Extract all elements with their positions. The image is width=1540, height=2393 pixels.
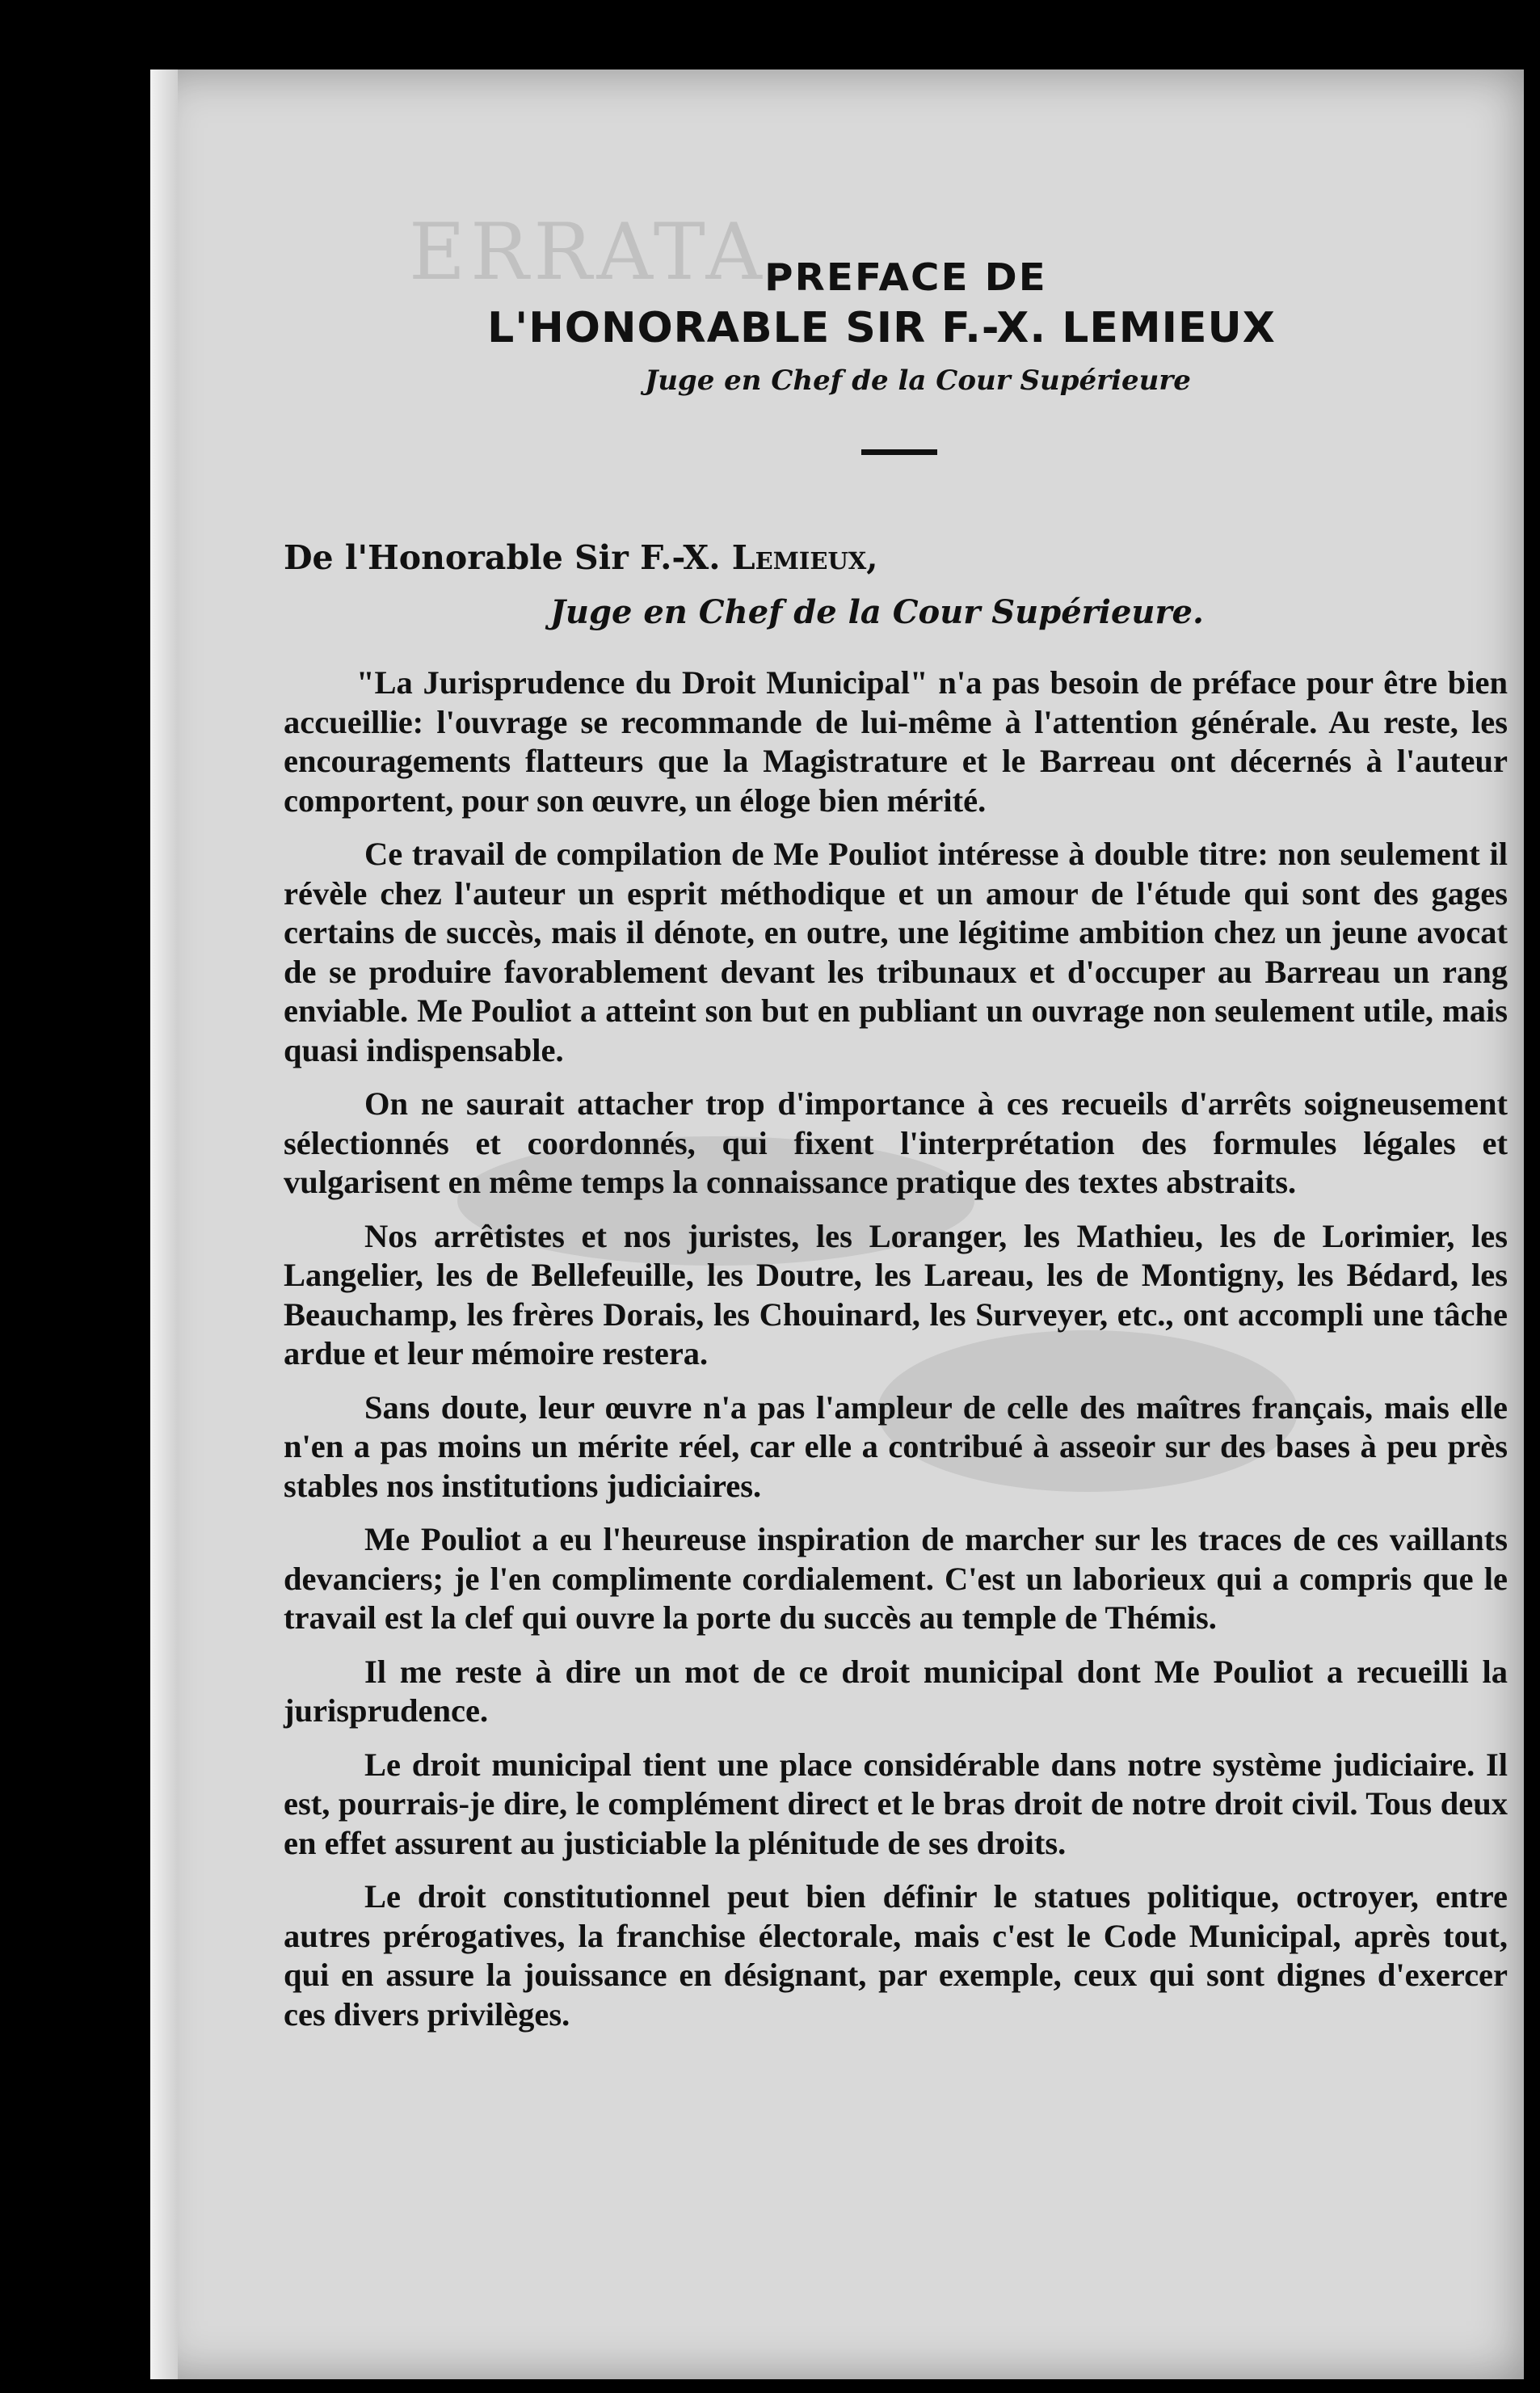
paragraph: Sans doute, leur œuvre n'a pas l'ampleur de celle des maîtres français, mais elle n'en a pas moins un mérite réel, car elle a contribué à asseoir sur des bases à peu près stables nos institutions judiciaires. <box>284 1388 1508 1504</box>
paragraph: Me Pouliot a eu l'heureuse inspiration de marcher sur les traces de ces vaillants devanciers; je l'en complimente cordialement. C'est un laborieux qui a compris que le travail est la clef qui ouvre la porte du succès au temple de Thémis. <box>284 1521 1508 1636</box>
divider-rule <box>861 449 937 455</box>
paragraph: Ce travail de compilation de Me Pouliot intéresse à double titre: non seulement il révèle chez l'auteur un esprit méthodique et un amour de l'étude qui sont des gages certains de succès, mais il dénote, en outre, une légitime ambition chez un jeune avocat de se produire favorablement devant les tribunaux et d'occuper au Barreau un rang enviable. Me Pouliot a atteint son but en publiant un ouvrage non seulement utile, mais quasi indispensable. <box>284 836 1508 1068</box>
paragraph: Nos arrêtistes et nos juristes, les Loranger, les Mathieu, les de Lorimier, les Langelier, les de Bellefeuille, les Doutre, les Lareau, les de Montigny, les Bédard, les Beauchamp, les frères Dorais, les Chouinard, les Surveyer, etc., ont accompli une tâche ardue et leur mémoire restera. <box>284 1217 1508 1371</box>
author-role: Juge en Chef de la Cour Supérieure <box>645 364 1191 397</box>
paragraph: "La Jurisprudence du Droit Municipal" n'a pas besoin de préface pour être bien accueillie: l'ouvrage se recommande de lui-même à l'attention générale. Au reste, les encouragements flatteurs que la Magistrature et le Barreau ont décernés à l'auteur comportent, pour son œuvre, un éloge bien mérité. <box>284 664 1508 819</box>
preface-body <box>284 664 1508 2049</box>
preface-heading: PREFACE DE <box>764 255 1047 299</box>
salutation-line <box>284 538 878 577</box>
salutation-title: Juge en Chef de la Cour Supérieure. <box>550 593 1204 631</box>
salutation-surname: Lemieux, <box>731 538 878 577</box>
paragraph: Le droit municipal tient une place considérable dans notre système judiciaire. Il est, pourrais-je dire, le complément direct et le bras droit de notre droit civil. Tous deux en effet assurent au justiciable la plénitude de ses droits. <box>284 1746 1508 1861</box>
bleed-through-heading: ERRATA. <box>409 207 797 297</box>
page-edge <box>150 70 178 2379</box>
paragraph: On ne saurait attacher trop d'importance à ces recueils d'arrêts soigneusement sélectionnés et coordonnés, qui fixent l'interprétation des formules légales et vulgarisent en même temps la connaissance pratique des textes abstraits. <box>284 1085 1508 1200</box>
paragraph: Le droit constitutionnel peut bien définir le statues politique, octroyer, entre autres prérogatives, la franchise électorale, mais c'est le Code Municipal, après tout, qui en assure la jouissance en désignant, par exemple, ceux qui sont dignes d'exercer ces divers privilèges. <box>284 1878 1508 2033</box>
author-heading: L'HONORABLE SIR F.-X. LEMIEUX <box>487 304 1276 352</box>
scanned-page <box>150 70 1524 2379</box>
salutation-prefix: De l'Honorable Sir F.-X. <box>284 538 732 577</box>
paragraph: Il me reste à dire un mot de ce droit municipal dont Me Pouliot a recueilli la jurisprudence. <box>284 1653 1508 1729</box>
